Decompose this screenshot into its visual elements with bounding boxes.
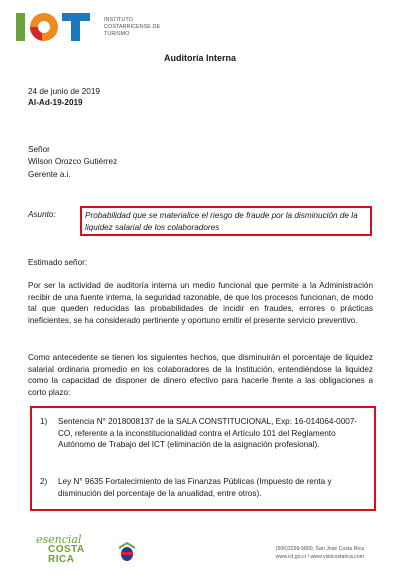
fact-number: 1) bbox=[40, 417, 48, 426]
facts-highlight-box bbox=[30, 406, 376, 511]
document-date: 24 de junio de 2019 bbox=[28, 87, 100, 96]
brand-line-2: RICA bbox=[48, 554, 75, 565]
fact-text: Sentencia N° 2018008137 de la SALA CONSTITUCIONAL, Exp: 16-014064-0007-CO, referente a la inconstitucionalidad contra el Artículo 101 del Reglamento Autónomo de Trabajo del ICT (eliminación de la asignación profesional). bbox=[58, 417, 358, 450]
footer-contact-phone: (506)2299-5800, San José Costa Rica bbox=[275, 546, 364, 552]
ict-logo-icon bbox=[14, 10, 94, 44]
recipient-salutation: Señor bbox=[28, 145, 50, 154]
paragraph-intro: Por ser la actividad de auditoría interna un medio funcional que permite a la Administración recibir de una fuente interna, la seguridad razonable, de que los procesos funcionan, de modo tal que queden reducidas las probabilidades de incidir en fraudes, errores o prácticas ineficientes, se ha considerado pertinente y oportuno emitir el presente servicio preventivo. bbox=[28, 281, 373, 325]
fact-number: 2) bbox=[40, 477, 48, 486]
recipient-name: Wilson Orozco Gutiérrez bbox=[28, 157, 118, 167]
subject-highlight-box bbox=[80, 206, 372, 236]
institution-line-1: INSTITUTO bbox=[104, 17, 133, 23]
footer-contact-web: www.ict.go.cr / www.visitcostarica.com bbox=[275, 554, 364, 560]
brand-script: esencial bbox=[36, 533, 82, 546]
document-title: Auditoría Interna bbox=[163, 53, 236, 63]
page-footer bbox=[0, 525, 400, 585]
recipient-position: Gerente a.i. bbox=[28, 169, 71, 179]
esencial-costa-rica-logo bbox=[36, 533, 106, 579]
national-emblem-icon bbox=[116, 541, 138, 563]
institution-name bbox=[104, 17, 160, 38]
paragraph-background: Como antecedente se tienen los siguientes hechos, que disminuirán el porcentaje de liquidez salarial ordinaria promedio en los colaboradores de la Institución, entendiéndose la liquidez como la capacidad de disponer de dinero efectivo para hacerle frente a las obligaciones a corto plazo: bbox=[28, 353, 373, 397]
brand-wordmark bbox=[48, 545, 85, 565]
institution-line-2: COSTARRICENSE DE bbox=[104, 24, 161, 30]
subject-text: Probabilidad que se materialice el riesgo de fraude por la disminución de la liquidez salarial de los colaboradores bbox=[85, 211, 358, 232]
recipient-block bbox=[28, 144, 117, 181]
footer-contact bbox=[276, 545, 364, 561]
institution-line-3: TURISMO bbox=[104, 31, 130, 37]
greeting: Estimado señor: bbox=[28, 258, 88, 267]
ict-logo bbox=[14, 10, 164, 46]
brand-line-1: COSTA bbox=[48, 544, 85, 555]
document-code: Al-Ad-19-2019 bbox=[28, 98, 83, 107]
fact-text: Ley N° 9635 Fortalecimiento de las Finanzas Públicas (Impuesto de renta y disminución del porcentaje de la anualidad, entre otros). bbox=[58, 477, 332, 498]
subject-label: Asunto: bbox=[28, 210, 56, 219]
